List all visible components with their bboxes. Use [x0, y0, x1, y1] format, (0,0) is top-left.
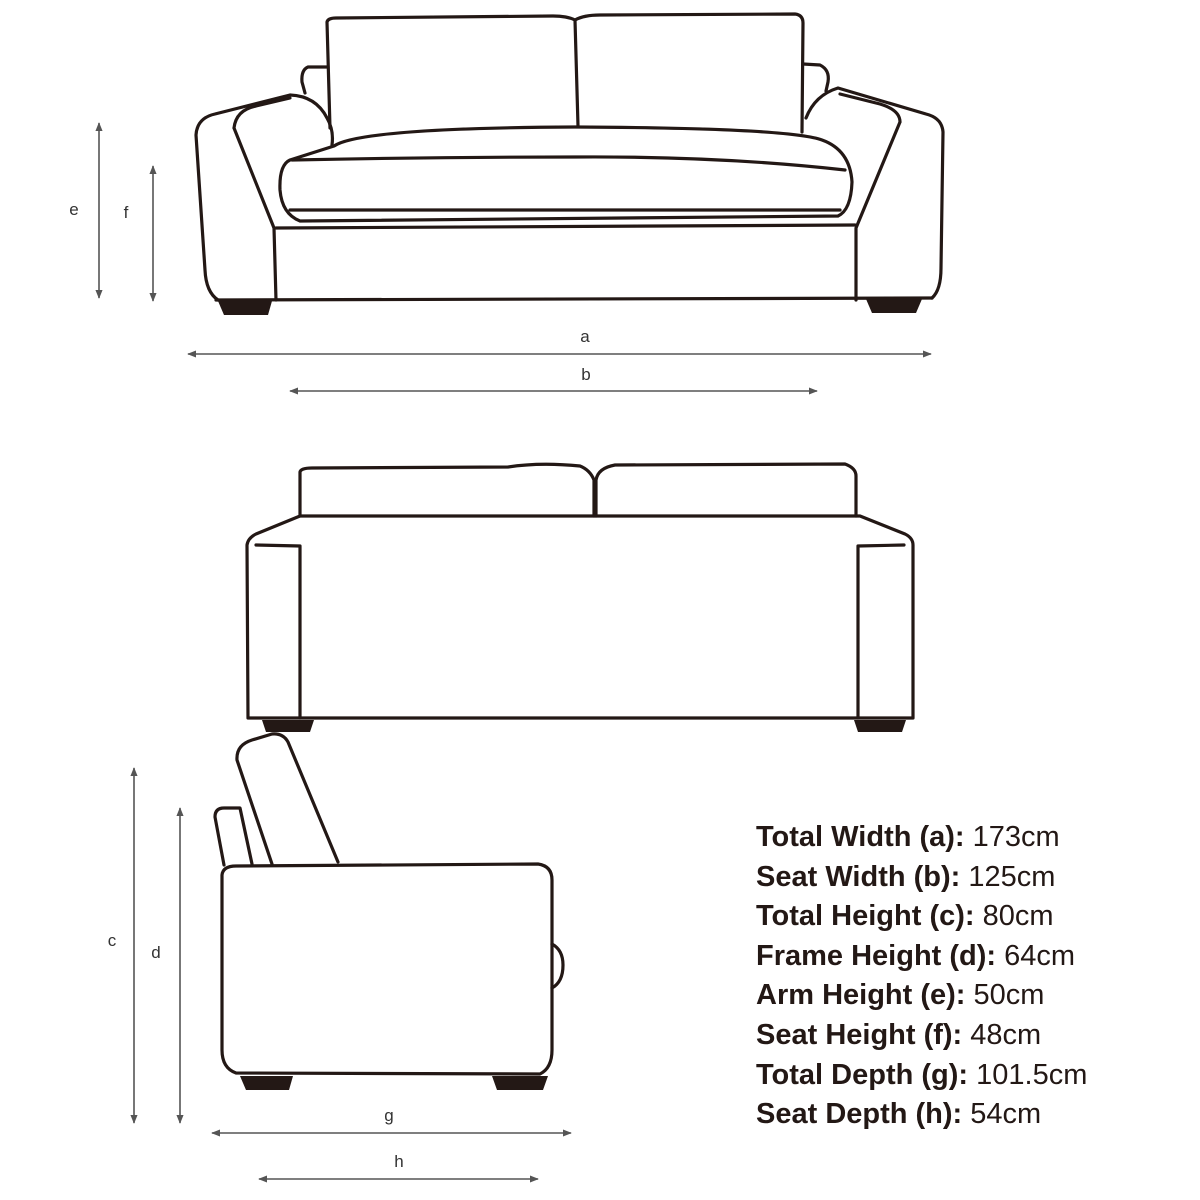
spec-label: Seat Depth (h):	[756, 1098, 963, 1131]
spec-value: 54cm	[970, 1098, 1042, 1131]
spec-total-height	[756, 897, 1087, 937]
spec-arm-height	[756, 976, 1087, 1016]
spec-label: Total Width (a):	[756, 821, 965, 853]
front-base-bottom	[216, 298, 932, 300]
sofa-front-view	[196, 14, 943, 300]
front-leg-right	[866, 299, 922, 313]
back-frame-outline	[247, 516, 913, 718]
front-seat-cushion-seam	[292, 157, 845, 170]
front-leg-left	[218, 301, 272, 315]
side-back-cushion	[237, 734, 338, 864]
front-left-arm-outer	[196, 95, 332, 300]
back-leg-right	[854, 720, 906, 732]
dimension-label-g: g	[384, 1106, 394, 1125]
back-cushion-right	[596, 464, 856, 516]
front-right-arm-back	[803, 64, 828, 91]
back-cushion-left	[300, 464, 594, 516]
back-legs	[262, 720, 906, 732]
spec-value: 50cm	[973, 979, 1045, 1012]
dimension-label-e: e	[69, 200, 79, 219]
side-leg-back	[492, 1076, 548, 1090]
sofa-side-view	[215, 734, 563, 1074]
side-leg-front	[240, 1076, 293, 1090]
spec-label: Total Depth (g):	[756, 1058, 969, 1091]
side-legs	[240, 1076, 548, 1090]
dimension-labels	[69, 200, 590, 1171]
spec-total-depth	[756, 1056, 1087, 1096]
spec-label: Seat Height (f):	[756, 1018, 963, 1051]
dimension-label-b: b	[581, 365, 591, 384]
spec-value: 64cm	[1004, 939, 1076, 972]
front-right-arm-outer	[806, 88, 943, 298]
front-back-cushion-left	[327, 16, 578, 128]
spec-value: 48cm	[970, 1018, 1042, 1051]
spec-value: 125cm	[968, 860, 1056, 893]
spec-seat-height	[756, 1016, 1087, 1056]
spec-seat-width	[756, 858, 1087, 898]
spec-label: Frame Height (d):	[756, 939, 997, 972]
dimension-label-a: a	[580, 327, 590, 346]
back-leg-left	[262, 720, 314, 732]
side-seat-back-cushion	[215, 808, 252, 865]
spec-value: 80cm	[982, 900, 1054, 933]
spec-label: Seat Width (b):	[756, 860, 961, 893]
dimension-spec-list	[756, 818, 1087, 1135]
spec-label: Arm Height (e):	[756, 979, 966, 1012]
spec-total-width	[756, 818, 1087, 858]
front-seat-cushion	[280, 127, 852, 221]
dimension-label-h: h	[394, 1152, 404, 1171]
dimension-label-d: d	[151, 943, 161, 962]
dimension-label-f: f	[123, 203, 129, 222]
spec-value: 173cm	[972, 821, 1060, 853]
side-back-bulge	[552, 944, 563, 988]
spec-value: 101.5cm	[976, 1058, 1088, 1091]
spec-frame-height	[756, 937, 1087, 977]
front-left-arm-back	[302, 67, 328, 93]
spec-label: Total Height (c):	[756, 900, 975, 933]
sofa-back-view	[247, 464, 913, 718]
front-base-top	[276, 225, 855, 228]
front-back-cushion-right	[575, 14, 803, 132]
spec-seat-depth	[756, 1095, 1087, 1135]
back-frame-top-left	[256, 545, 300, 718]
back-frame-top-right	[858, 545, 904, 718]
dimension-label-c: c	[107, 931, 117, 950]
side-frame	[222, 864, 552, 1074]
front-legs	[218, 299, 922, 315]
